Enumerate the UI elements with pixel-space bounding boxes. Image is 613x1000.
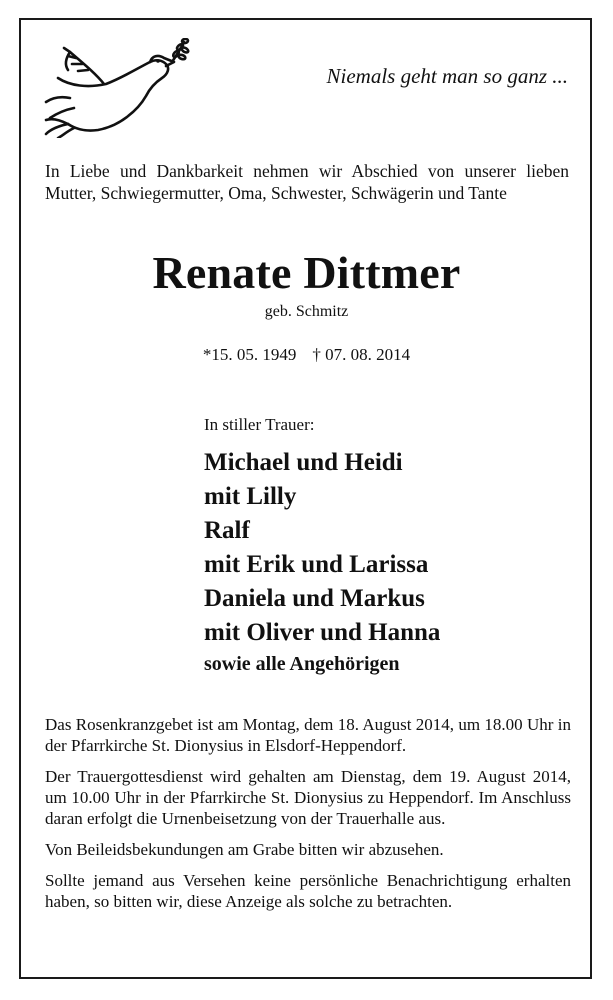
mourning-label: In stiller Trauer:	[204, 415, 315, 434]
condolence-note: Von Beileidsbekundungen am Grabe bitten wir abzusehen.	[45, 840, 444, 859]
mourner-line: mit Erik und Larissa	[204, 551, 429, 578]
mourner-line: Michael und Heidi	[204, 449, 403, 476]
motto: Niemals geht man so ganz ...	[326, 64, 568, 88]
funeral-service-info: Der Trauergottesdienst wird gehalten am Dienstag, dem 19. August 2014, um 10.00 Uhr in der Pfarrkirche St. Dionysius zu Heppendorf. Im Anschluss daran erfolgt die Urnenbeisetzung von der Trauerhalle aus.	[45, 767, 571, 828]
mourner-line: mit Oliver und Hanna	[204, 619, 441, 646]
mourners-list	[204, 446, 440, 678]
service-details	[45, 714, 571, 922]
dove-icon	[40, 38, 190, 138]
rosary-info: Das Rosenkranzgebet ist am Montag, dem 18. August 2014, um 18.00 Uhr in der Pfarrkirche St. Dionysius in Elsdorf-Heppendorf.	[45, 715, 571, 755]
intro-text: In Liebe und Dankbarkeit nehmen wir Abschied von unserer lieben Mutter, Schwiegermutter, Oma, Schwester, Schwägerin und Tante	[45, 161, 569, 203]
deceased-name: Renate Dittmer	[152, 247, 461, 298]
relatives-line: sowie alle Angehörigen	[204, 653, 400, 675]
mourner-line: Ralf	[204, 517, 250, 544]
birth-name: geb. Schmitz	[264, 303, 349, 320]
mourner-line: Daniela und Markus	[204, 585, 425, 612]
notification-note: Sollte jemand aus Versehen keine persönliche Benachrichtigung erhalten haben, so bitten wir, diese Anzeige als solche zu betrachten.	[45, 871, 571, 911]
mourner-line: mit Lilly	[204, 483, 297, 510]
life-dates	[0, 345, 613, 365]
death-date: † 07. 08. 2014	[312, 345, 411, 364]
birth-date: *15. 05. 1949	[202, 345, 297, 364]
